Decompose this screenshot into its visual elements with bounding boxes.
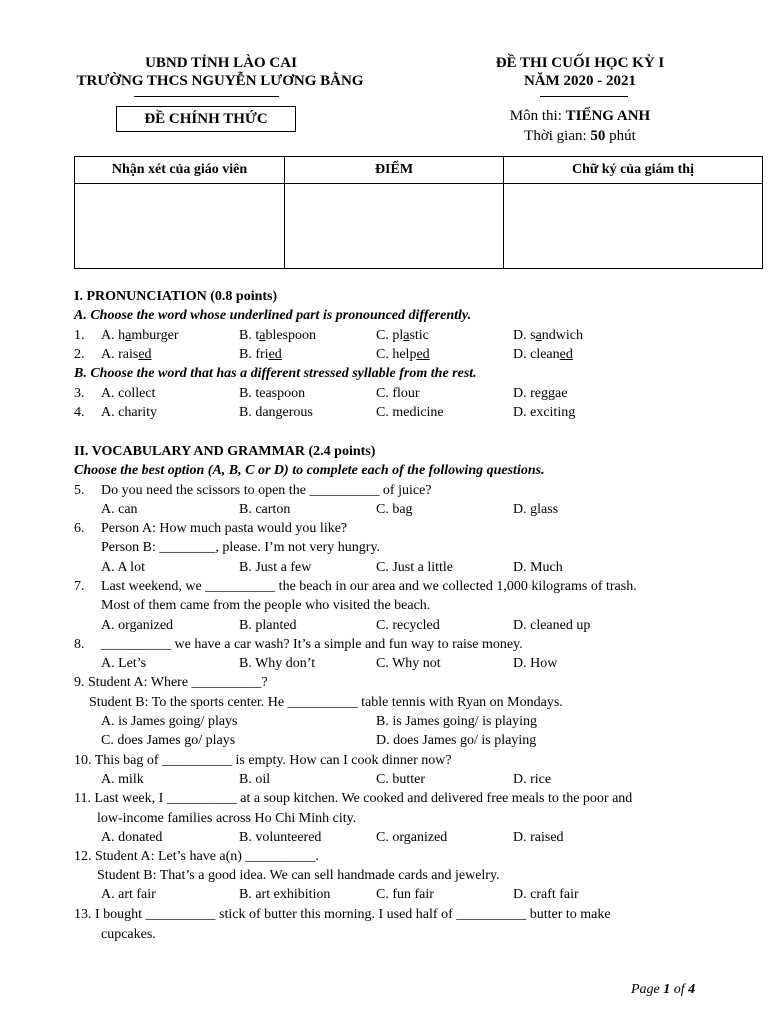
q11-option-d: D. raised [513, 830, 564, 845]
q11-option-c: C. organized [376, 830, 448, 845]
q12-option-d: D. craft fair [513, 887, 579, 902]
q6-option-a: A. A lot [101, 560, 145, 575]
q9-option-d: D. does James go/ is playing [376, 733, 537, 748]
q9-option-b: B. is James going/ is playing [376, 714, 537, 729]
q2-option-d: D. cleaned [513, 347, 573, 362]
invigilator-signature-cell[interactable] [504, 184, 763, 269]
q9-line2: Student B: To the sports center. He __________ table tennis with Ryan on Mondays. [89, 695, 563, 710]
q6-line2: Person B: ________, please. I’m not very hungry. [101, 540, 381, 555]
q8-option-a: A. Let’s [101, 656, 147, 671]
q4-option-a: A. charity [101, 405, 157, 420]
q2-option-c: C. helped [376, 347, 430, 362]
exam-time [470, 129, 690, 144]
q9-line1: 9. Student A: Where __________? [74, 675, 268, 690]
section2-instruction: Choose the best option (A, B, C or D) to complete each of the following questions. [74, 463, 545, 478]
q2-number: 2. [74, 347, 85, 362]
q8-option-b: B. Why don’t [239, 656, 316, 671]
q2-option-b: B. fried [239, 347, 282, 362]
subject-prefix: Môn thi: [509, 108, 566, 124]
q10-option-d: D. rice [513, 772, 552, 787]
q11-option-b: B. volunteered [239, 830, 322, 845]
q10-text: 10. This bag of __________ is empty. How can I cook dinner now? [74, 753, 452, 768]
q12-line1: 12. Student A: Let’s have a(n) __________. [74, 849, 319, 864]
q8-number: 8. [74, 637, 85, 652]
q8-option-c: C. Why not [376, 656, 441, 671]
q12-line2: Student B: That’s a good idea. We can sell handmade cards and jewelry. [97, 868, 500, 883]
authority-name: UBND TỈNH LÀO CAI [145, 55, 297, 71]
exam-subject [470, 109, 690, 124]
q2-option-a: A. raised [101, 347, 152, 362]
q6-number: 6. [74, 521, 85, 536]
q11-line2: low-income families across Ho Chi Minh city. [97, 811, 357, 826]
time-prefix: Thời gian: [524, 128, 591, 144]
official-label: ĐỀ CHÍNH THỨC [144, 111, 268, 127]
q12-option-a: A. art fair [101, 887, 156, 902]
q1-option-a: A. hamburger [101, 328, 179, 343]
q4-option-b: B. dangerous [239, 405, 313, 420]
official-stamp [116, 106, 296, 132]
q6-option-d: D. Much [513, 560, 563, 575]
teacher-comment-header: Nhận xét của giáo viên [75, 157, 285, 184]
q7-option-c: C. recycled [376, 618, 440, 633]
subject-value: TIẾNG ANH [565, 108, 651, 124]
q3-number: 3. [74, 386, 85, 401]
q6-line1: Person A: How much pasta would you like? [101, 521, 348, 536]
section1-partB: B. Choose the word that has a different stressed syllable from the rest. [74, 366, 477, 381]
q3-option-c: C. flour [376, 386, 420, 401]
q13-line1: 13. I bought __________ stick of butter this morning. I used half of __________ butter to make [74, 907, 611, 922]
q10-option-c: C. butter [376, 772, 425, 787]
q12-option-b: B. art exhibition [239, 887, 331, 902]
q8-option-d: D. How [513, 656, 558, 671]
exam-title: ĐỀ THI CUỐI HỌC KỲ I [495, 55, 665, 71]
grade-table [74, 156, 763, 269]
q11-option-a: A. donated [101, 830, 163, 845]
q9-option-a: A. is James going/ plays [101, 714, 238, 729]
q5-option-b: B. carton [239, 502, 291, 517]
header-right-rule [540, 96, 628, 97]
q10-option-b: B. oil [239, 772, 271, 787]
section1-partA: A. Choose the word whose underlined part is pronounced differently. [74, 308, 472, 323]
q1-option-b: B. tablespoon [239, 328, 317, 343]
q6-option-b: B. Just a few [239, 560, 312, 575]
header-left-rule [134, 96, 279, 97]
q7-line1: Last weekend, we __________ the beach in our area and we collected 1,000 kilograms of trash. [101, 579, 637, 594]
q10-option-a: A. milk [101, 772, 144, 787]
q4-option-c: C. medicine [376, 405, 444, 420]
q4-option-d: D. exciting [513, 405, 576, 420]
q7-number: 7. [74, 579, 85, 594]
q7-option-a: A. organized [101, 618, 174, 633]
time-value: 50 [590, 128, 606, 144]
q1-number: 1. [74, 328, 85, 343]
page-number: Page 1 of 4 [631, 982, 696, 997]
q9-option-c: C. does James go/ plays [101, 733, 236, 748]
q7-line2: Most of them came from the people who visited the beach. [101, 598, 431, 613]
q5-option-c: C. bag [376, 502, 413, 517]
q5-number: 5. [74, 483, 85, 498]
q5-option-d: D. glass [513, 502, 559, 517]
q6-option-c: C. Just a little [376, 560, 453, 575]
q12-option-c: C. fun fair [376, 887, 434, 902]
teacher-comment-cell[interactable] [75, 184, 285, 269]
q3-option-a: A. collect [101, 386, 156, 401]
q4-number: 4. [74, 405, 85, 420]
q3-option-b: B. teaspoon [239, 386, 306, 401]
q11-line1: 11. Last week, I __________ at a soup kitchen. We cooked and delivered free meals to the poor and [74, 791, 633, 806]
q1-option-c: C. plastic [376, 328, 429, 343]
q8-text: __________ we have a car wash? It’s a simple and fun way to raise money. [101, 637, 523, 652]
q1-option-d: D. sandwich [513, 328, 583, 343]
exam-year: NĂM 2020 - 2021 [523, 73, 637, 89]
q7-option-d: D. cleaned up [513, 618, 591, 633]
q3-option-d: D. reggae [513, 386, 568, 401]
q5-option-a: A. can [101, 502, 138, 517]
invigilator-signature-header: Chữ ký của giám thị [504, 157, 763, 184]
q13-line2: cupcakes. [101, 927, 156, 942]
school-name: TRƯỜNG THCS NGUYỄN LƯƠNG BẰNG [76, 73, 364, 89]
score-header: ĐIỂM [285, 157, 504, 184]
score-cell[interactable] [285, 184, 504, 269]
section2-title: II. VOCABULARY AND GRAMMAR (2.4 points) [74, 444, 376, 459]
q5-text: Do you need the scissors to open the __________ of juice? [101, 483, 432, 498]
section1-title: I. PRONUNCIATION (0.8 points) [74, 289, 278, 304]
time-suffix: phút [605, 128, 636, 144]
q7-option-b: B. planted [239, 618, 297, 633]
